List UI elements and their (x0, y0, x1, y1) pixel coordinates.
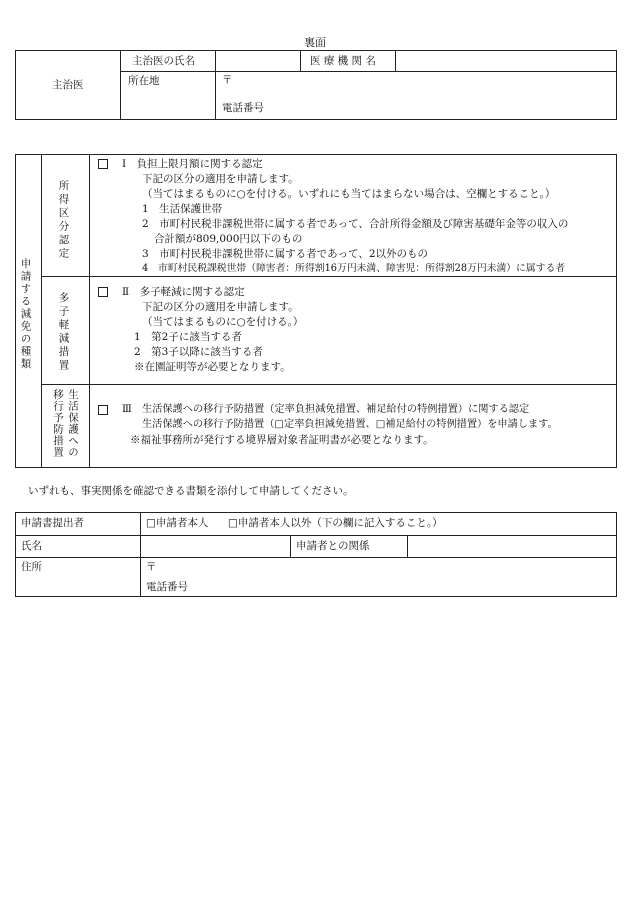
multi-child-note: ※在園証明等が必要となります。 (134, 361, 291, 373)
multi-child-item2: 2 第3子以降に該当する者 (134, 346, 263, 358)
physician-name-label: 主治医の氏名 (132, 55, 195, 67)
multi-child-line1: 下記の区分の適用を申請します。 (142, 301, 299, 313)
applicant-phone-label: 電話番号 (146, 581, 188, 593)
income-line1: 下記の区分の適用を申請します。 (142, 173, 299, 185)
relation-label: 申請者との関係 (296, 540, 370, 552)
applicant-postal-mark: 〒 (146, 561, 157, 573)
applicant-address-label: 住所 (21, 561, 42, 573)
submitter-option-self[interactable]: □申請者本人 (146, 517, 209, 529)
applicant-address-field[interactable] (141, 558, 616, 595)
reduction-section-label: 申請する減免の種類 (19, 258, 32, 371)
welfare-line1: 生活保護への移行予防措置（□定率負担減免措置、□補足給付の特例措置）を申請します。 (142, 419, 558, 430)
welfare-note: ※福祉事務所が発行する境界層対象者証明書が必要となります。 (130, 434, 434, 446)
instruction-text: いずれも、事実関係を確認できる書類を添付して申請してください。 (28, 485, 354, 497)
physician-name-field[interactable] (216, 51, 300, 71)
physician-phone-label: 電話番号 (222, 102, 264, 114)
institution-field[interactable] (396, 51, 616, 71)
income-item3: 3 市町村民税非課税世帯に属する者であって、2以外のもの (142, 248, 429, 260)
multi-child-heading: Ⅱ 多子軽減に関する認定 (122, 286, 245, 298)
welfare-checkbox[interactable] (98, 405, 108, 415)
welfare-heading: Ⅲ 生活保護への移行予防措置（定率負担減免措置、補足給付の特例措置）に関する認定 (122, 404, 530, 415)
income-label: 所得区分認定 (57, 180, 70, 261)
applicant-name-label: 氏名 (21, 540, 42, 552)
income-item1: 1 生活保護世帯 (142, 203, 223, 215)
submitter-option-other[interactable]: □申請者本人以外（下の欄に記入すること。） (228, 517, 443, 529)
income-item2b: 合計額が809,000円以下のもの (154, 233, 303, 245)
welfare-label-col1: 生活保護への (67, 389, 79, 458)
submitter-label: 申請書提出者 (21, 517, 84, 529)
income-checkbox[interactable] (98, 159, 108, 169)
income-item4: 4 市町村民税課税世帯（障害者：所得割16万円未満、障害児：所得割28万円未満）に属する者 (142, 263, 566, 274)
income-item2a: 2 市町村民税非課税世帯に属する者であって、合計所得金額及び障害基礎年金等の収入の (142, 218, 569, 230)
physician-section-label: 主治医 (52, 79, 84, 91)
relation-field[interactable] (408, 536, 616, 557)
page-title: 裏面 (304, 36, 326, 49)
physician-address-field[interactable] (216, 72, 616, 118)
welfare-label-col2: 移行予防措置 (52, 389, 64, 458)
multi-child-checkbox[interactable] (98, 287, 108, 297)
institution-label: 医 療 機 関 名 (310, 55, 376, 67)
multi-child-item1: 1 第2子に該当する者 (134, 331, 242, 343)
multi-child-label: 多子軽減措置 (57, 292, 70, 373)
physician-postal-mark: 〒 (222, 74, 233, 86)
applicant-name-field[interactable] (141, 536, 290, 557)
physician-address-label: 所在地 (128, 75, 160, 87)
income-heading: Ⅰ 負担上限月額に関する認定 (122, 158, 263, 170)
multi-child-line2: （当てはまるものに○を付ける。） (142, 316, 304, 328)
income-line2: （当てはまるものに○を付ける。いずれにも当てはまらない場合は、空欄とすること。） (142, 188, 556, 200)
